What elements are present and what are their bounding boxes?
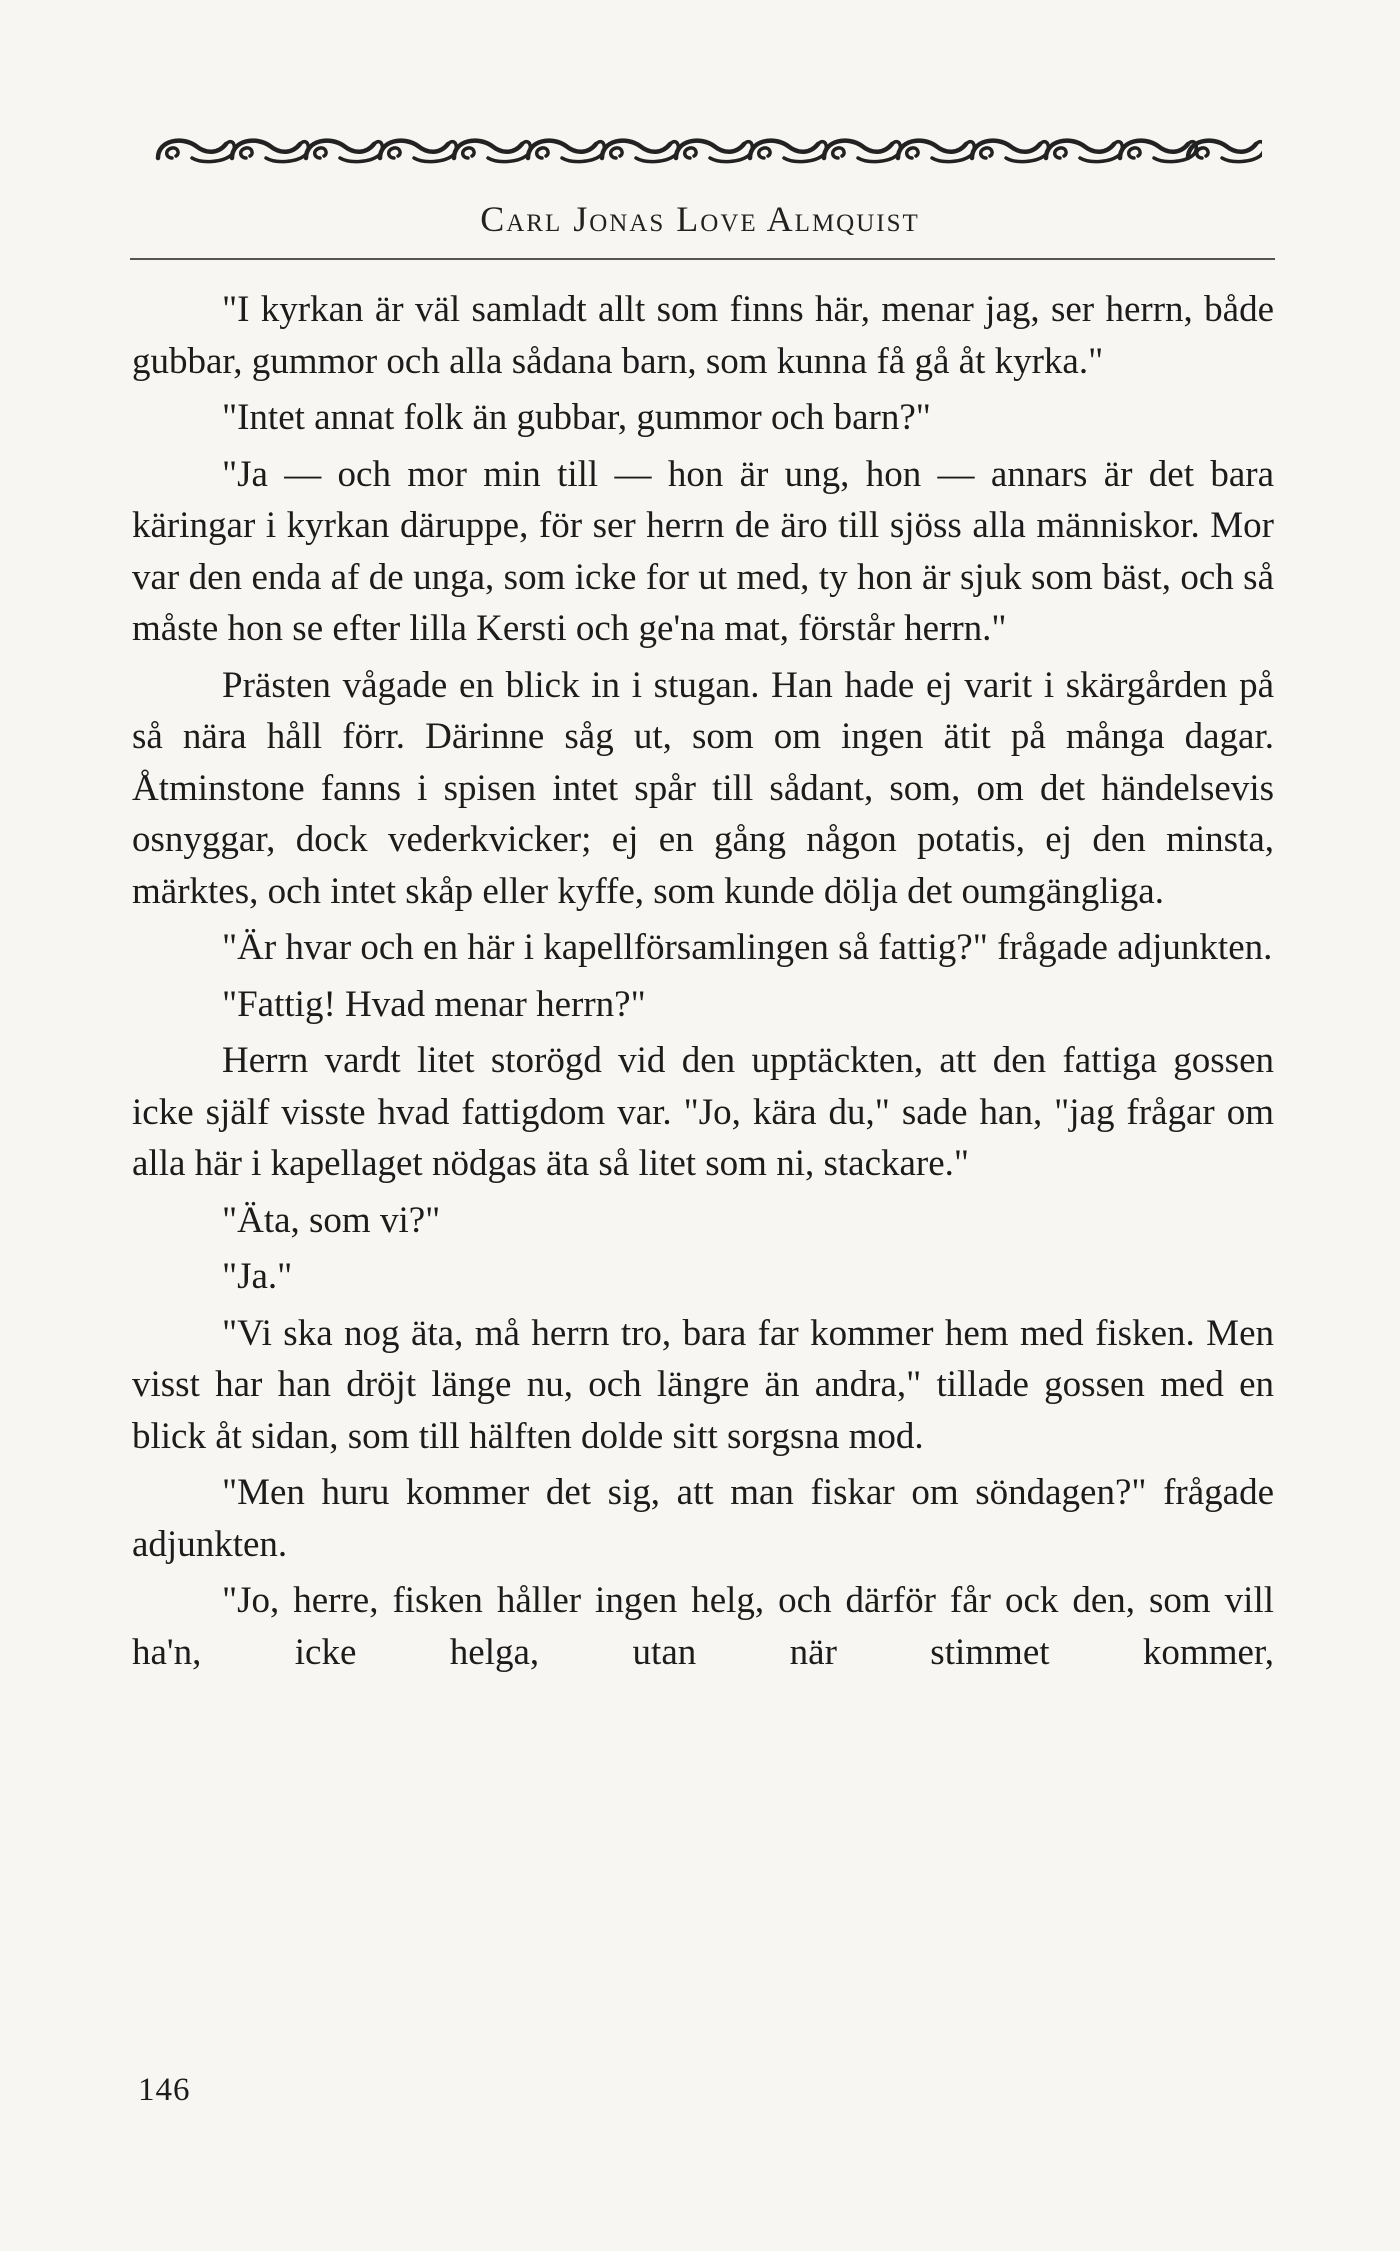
paragraph: Prästen vågade en blick in i stugan. Han hade ej varit i skärgården på så nära håll förr. Därinne såg ut, som om ingen ätit på många dagar. Åtminstone fanns i spisen intet spår till sådant, som, om det händelsevis osnyggar, dock vederkvicker; ej en gång någon potatis, ej den minsta, märktes, och intet skåp eller kyffe, som kunde dölja det oumgängliga.: [132, 664, 1274, 912]
paragraph: "Jo, herre, fisken håller ingen helg, och därför får ock den, som vill ha'n, icke helga, utan när stimmet kommer,: [132, 1580, 1274, 1673]
paragraph: "Äta, som vi?": [222, 1199, 441, 1241]
body-text: [132, 284, 1274, 1683]
running-head: Carl Jonas Love Almquist: [480, 199, 920, 239]
paragraph: "Intet annat folk än gubbar, gummor och barn?": [222, 397, 931, 438]
paragraph: "Ja — och mor min till — hon är ung, hon — annars är det bara käringar i kyrkan däruppe, för ser herrn de äro till sjöss alla människor. Mor var den enda af de unga, som icke for ut med, ty hon är sjuk som bäst, och så måste hon se efter lilla Kersti och ge'na mat, förstår herrn.": [132, 453, 1274, 649]
header-ornament: [152, 128, 1262, 174]
header-rule: [130, 258, 1275, 260]
page-number: 146: [138, 2072, 191, 2108]
paragraph: "I kyrkan är väl samladt allt som finns här, menar jag, ser herrn, både gubbar, gummor och alla sådana barn, som kunna få gå åt kyrka.": [132, 289, 1274, 382]
paragraph: "Vi ska nog äta, må herrn tro, bara far kommer hem med fisken. Men visst har han dröjt länge nu, och längre än andra," tillade gossen med en blick åt sidan, som till hälften dolde sitt sorgsna mod.: [132, 1312, 1274, 1457]
paragraph: "Ja.": [222, 1256, 293, 1297]
paragraph: "Fattig! Hvad menar herrn?": [222, 983, 646, 1025]
paragraph: "Men huru kommer det sig, att man fiskar om söndagen?" frågade adjunkten.: [132, 1472, 1274, 1565]
paragraph: Herrn vardt litet storögd vid den upptäckten, att den fattiga gossen icke själf visste hvad fattigdom var. "Jo, kära du," sade han, "jag frågar om alla här i kapellaget nödgas äta så litet som ni, stackare.": [132, 1040, 1274, 1184]
paragraph: "Är hvar och en här i kapellförsamlingen så fattig?" frågade adjunkten.: [222, 927, 1273, 968]
